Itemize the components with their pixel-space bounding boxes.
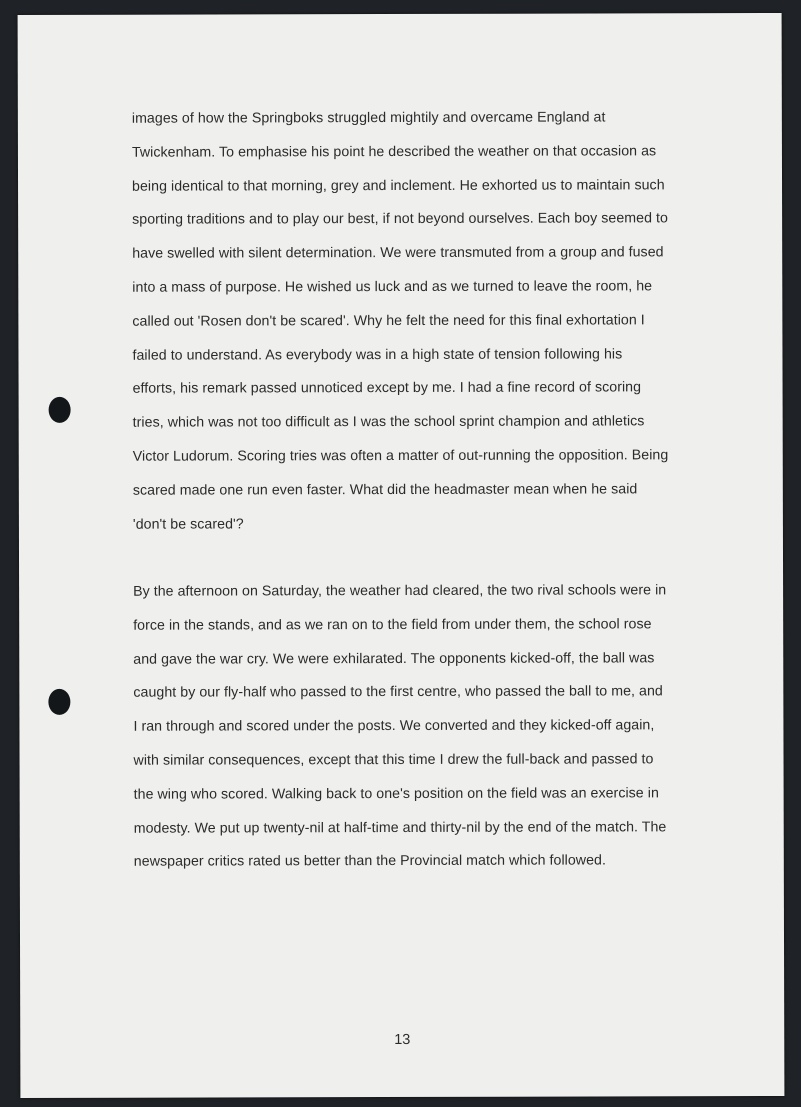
paragraph-2 <box>133 574 684 880</box>
paragraph-line: into a mass of purpose. He wished us luck and as we turned to leave the room, he <box>132 278 653 296</box>
paragraph-line: and gave the war cry. We were exhilarated. The opponents kicked-off, the ball was <box>133 649 655 668</box>
punch-hole-lower <box>48 689 70 715</box>
paragraph-line: called out 'Rosen don't be scared'. Why he felt the need for this final exhortation I <box>132 312 645 330</box>
paragraph-line: the wing who scored. Walking back to one's position on the field was an exercise in <box>133 785 659 803</box>
paragraph-line: being identical to that morning, grey and inclement. He exhorted us to maintain such <box>132 176 665 195</box>
paragraph-line: modesty. We put up twenty-nil at half-time and thirty-nil by the end of the match. The <box>133 818 667 837</box>
paragraph-line: Twickenham. To emphasise his point he described the weather on that occasion as <box>131 143 657 161</box>
punch-hole-upper <box>49 397 71 423</box>
paragraph-line: with similar consequences, except that this time I drew the full-back and passed to <box>133 751 654 769</box>
paragraph-line: I ran through and scored under the posts. We converted and they kicked-off again, <box>133 717 655 735</box>
paragraph-line: 'don't be scared'? <box>132 515 244 533</box>
paragraph-line: By the afternoon on Saturday, the weather had cleared, the two rival schools were in <box>133 582 667 600</box>
page-number: 13 <box>394 1031 411 1049</box>
paragraph-line: sporting traditions and to play our best, if not beyond ourselves. Each boy seemed to <box>132 210 668 229</box>
paragraph-line: tries, which was not too difficult as I was the school sprint champion and athletics <box>132 413 645 431</box>
document-page <box>18 13 785 1098</box>
paragraph-line: images of how the Springboks struggled mightily and overcame England at <box>131 109 606 127</box>
paragraph-line: caught by our fly-half who passed to the first centre, who passed the ball to me, and <box>133 683 663 702</box>
paragraph-line: scared made one run even faster. What did the headmaster mean when he said <box>132 481 638 499</box>
paragraph-1 <box>132 101 683 542</box>
paragraph-line: Victor Ludorum. Scoring tries was often a matter of out-running the opposition. Being <box>132 447 669 465</box>
paragraph-line: failed to understand. As everybody was in a high state of tension following his <box>132 345 623 364</box>
paragraph-line: force in the stands, and as we ran on to the field from under them, the school rose <box>133 616 652 634</box>
paragraph-line: efforts, his remark passed unnoticed except by me. I had a fine record of scoring <box>132 379 642 398</box>
paragraph-line: have swelled with silent determination. We were transmuted from a group and fused <box>132 244 664 262</box>
paragraph-line: newspaper critics rated us better than the Provincial match which followed. <box>133 852 606 871</box>
